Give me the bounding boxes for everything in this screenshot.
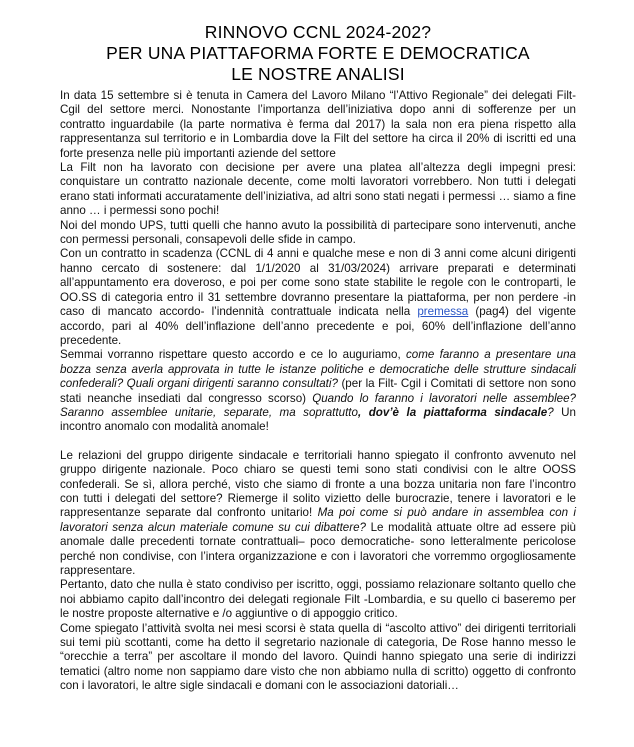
paragraph-relations — [60, 449, 576, 579]
relations-text-1: Le relazioni del gruppo dirigente sindacale e territoriali hanno spiegato il confronto avvenuto nel gruppo dirigente nazionale. Poco chiaro se questi temi sono stati condivisi con le altre OOSS confederali. Se sì, allora perché, visto che siamo di fronte a una bozza unitaria non fare l’incontro con tutti i delegati del settore? Riemerge il solito vizietto delle burocrazie, tenere i lavoratori e le rappresentanze separate dal confronto unitario! — [60, 448, 576, 520]
title-line-1: RINNOVO CCNL 2024-202? — [204, 22, 432, 42]
questions-text-2: (per la Filt- Cgil i Comitati di settore non sono stati neanche insediati dal congresso scorso) — [60, 377, 576, 405]
questions-italic-2: Quando lo faranno i lavoratori nelle assemblee? Saranno assemblee unitarie, separate, ma soprattutto — [60, 391, 576, 419]
paragraph-contract — [60, 247, 576, 348]
contract-text-before: Con un contratto in scadenza (CCNL di 4 anni e qualche mese e non di 3 anni come alcuni dirigenti hanno cercato di sostenere: dal 1/1/2020 al 31/03/2024) arrivare preparati e determinati all’appuntamento era doveroso, e poi per come sono state stabilite le regole con le controparti, le OO.SS di categoria entro il 31 settembre dovranno presentare la piattaforma, per non perdere -in caso di mancato accordo- l’indennità contrattuale indicata nella — [60, 247, 576, 319]
paragraph-listening: Come spiegato l’attività svolta nei mesi scorsi è stata quella di “ascolto attivo” dei dirigenti territoriali sui temi più scottanti, come ha detto il segretario nazionale di categoria, De Rose hanno messo le “orecchie a terra” per ascoltare il mondo del lavoro. Quindi hanno spiegato una serie di indirizzi tematici (altro nome non sappiamo dare visto che non abbiamo nulla di scritto) oggetto di confronto con i lavoratori, le altre sigle sindacali e domani con le associazioni datoriali… — [60, 621, 576, 693]
title-line-2: PER UNA PIATTAFORMA FORTE E DEMOCRATICA — [106, 43, 530, 63]
paragraph-ups: Noi del mondo UPS, tutti quelli che hanno avuto la possibilità di partecipare sono intervenuti, anche con permessi personali, consapevoli delle sfide in campo. — [60, 218, 576, 247]
document-title — [60, 22, 576, 85]
questions-bold-italic: , dov’è la piattaforma sindacale — [357, 405, 548, 419]
premessa-link[interactable]: premessa — [417, 305, 469, 319]
contract-text-after: (pag4) del vigente accordo, pari al 40% dell’inflazione dell’anno precedente e poi, 60% dell’inflazione dell’anno precedente. — [60, 305, 576, 347]
paragraph-intro: In data 15 settembre si è tenuta in Camera del Lavoro Milano “l’Attivo Regionale” dei delegati Filt- Cgil del settore merci. Nonostante l’importanza dell’iniziativa dopo anni di sofferenze per un contratto inguardabile (la parte normativa è ferma dal 2017) la sala non era piena rispetto alla rappresentanza sul territorio e in Lombardia dove la Filt del settore ha circa il 20% di iscritti ed una forte presenza nelle più importanti aziende del settore — [60, 89, 576, 160]
paragraph-questions — [60, 348, 576, 434]
document-body — [60, 89, 576, 694]
paragraph-therefore: Pertanto, dato che nulla è stato condiviso per iscritto, oggi, possiamo relazionare soltanto quello che noi abbiamo capito dall’incontro dei delegati regionale Filt -Lombardia, e su quello ci baseremo per le nostre proposte alternative e /o aggiuntive o di appoggio critico. — [60, 578, 576, 621]
questions-italic-3: ? — [547, 405, 554, 419]
relations-text-2: Le modalità attuate oltre ad essere più anomale dalle precedenti tornate contrattuali– poco democratiche- sono letteralmente pericolose perché non condivise, con l’intera organizzazione e con i lavoratori che vorremmo orgogliosamente rappresentare. — [60, 520, 576, 577]
questions-italic-1: come faranno a presentare una bozza senza averla approvata in tutte le istanze politiche e democratiche delle strutture sindacali confederali? Quali organi dirigenti saranno consultati? — [60, 348, 577, 391]
relations-italic: Ma poi come si può andare in assemblea con i lavoratori senza alcun materiale comune su cui dibattere? — [60, 506, 577, 534]
questions-text-1: Semmai vorranno rispettare questo accordo e ce lo auguriamo, — [60, 348, 406, 362]
title-line-3: LE NOSTRE ANALISI — [231, 64, 405, 84]
paragraph-filt: La Filt non ha lavorato con decisione per avere una platea all’altezza degli impegni presi: conquistare un contratto nazionale decente, come molti lavoratori vorrebbero. Non tutti i delegati erano stati informati accuratamente dell’iniziativa, ad altri sono stati negati i permessi … siamo a fine anno … i permessi sono pochi! — [60, 161, 576, 218]
questions-text-3: Un incontro anomalo con modalità anomale! — [60, 405, 576, 434]
